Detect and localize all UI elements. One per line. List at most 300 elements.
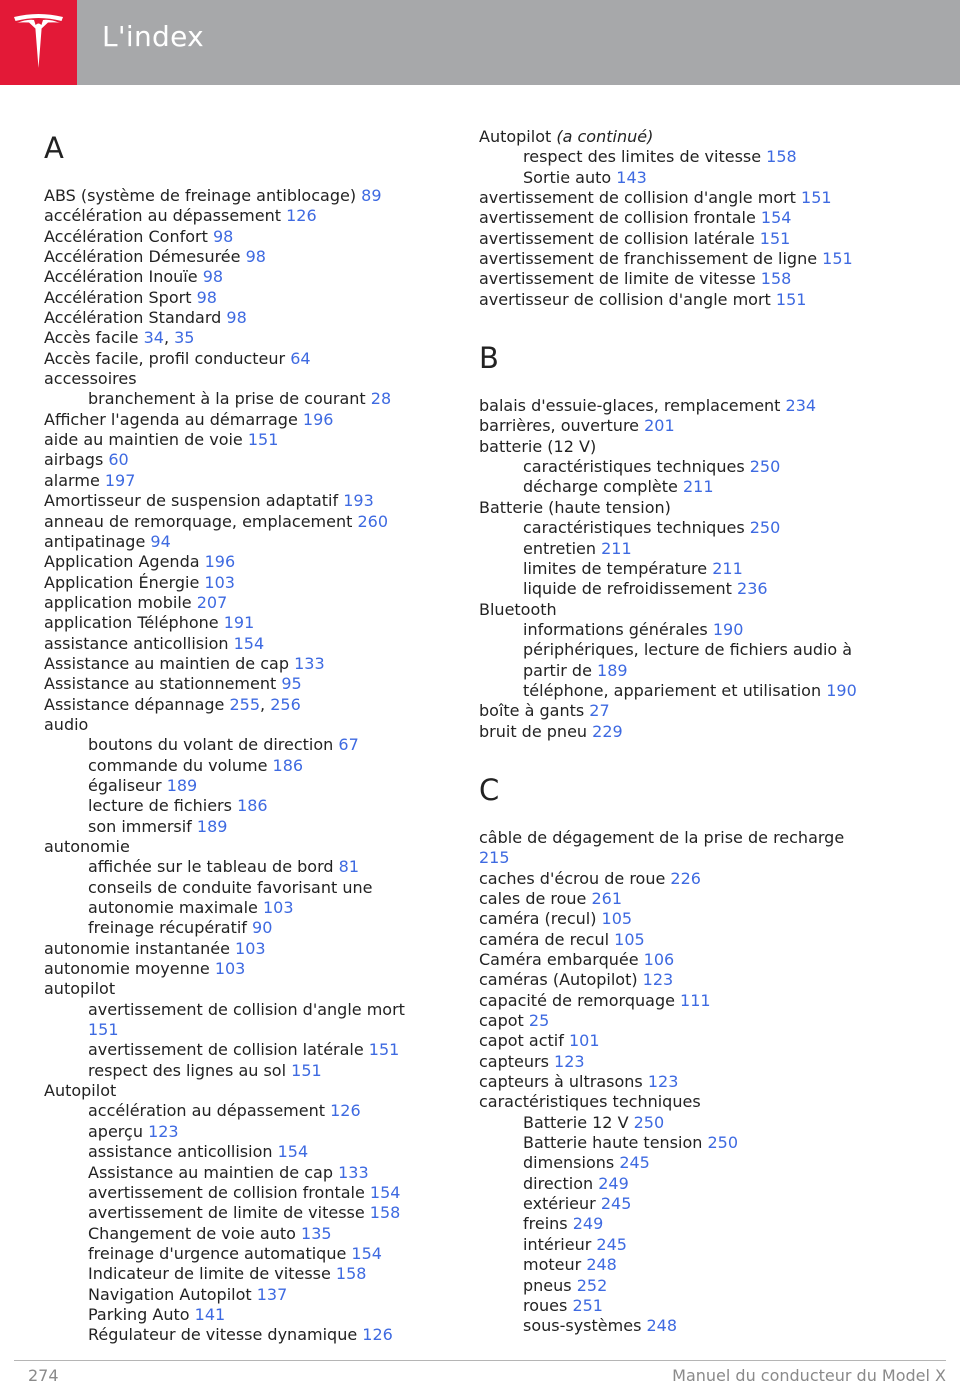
entry-term: Application Agenda	[44, 552, 200, 572]
page-link[interactable]: 245	[600, 1194, 632, 1214]
page-link[interactable]: 154	[277, 1142, 309, 1162]
entry-term: Batterie 12 V	[523, 1112, 629, 1132]
entry-term: assistance anticollision	[88, 1142, 273, 1162]
entry-term: roues	[523, 1295, 568, 1315]
index-subentry	[44, 1061, 444, 1081]
page-link[interactable]: 154	[351, 1243, 382, 1263]
index-entry	[44, 186, 444, 206]
index-entry	[479, 188, 899, 208]
page-link[interactable]: 211	[682, 477, 714, 497]
entry-term: freins	[523, 1214, 568, 1234]
index-subentry	[44, 1122, 444, 1142]
index-subentry	[479, 681, 899, 701]
page-link[interactable]: 103	[235, 938, 266, 958]
page-link[interactable]: 34	[143, 328, 164, 348]
index-entry	[479, 1092, 899, 1112]
brand-logo-box	[0, 0, 77, 85]
index-section-c	[479, 828, 899, 1337]
page-link[interactable]: 248	[586, 1255, 617, 1275]
page-link[interactable]: 154	[233, 633, 265, 653]
index-entry	[44, 206, 444, 226]
index-subentry	[44, 1163, 444, 1183]
index-entry	[44, 512, 444, 532]
page-link[interactable]: 151	[822, 249, 853, 269]
entry-term: accélération au dépassement	[88, 1101, 325, 1121]
entry-term: application mobile	[44, 592, 192, 612]
entry-term: Changement de voie auto	[88, 1223, 296, 1243]
entry-term: décharge complète	[523, 477, 678, 497]
entry-term: freinage d'urgence automatique	[88, 1243, 347, 1263]
index-section-a-continued	[479, 127, 899, 310]
index-subentry	[479, 1113, 899, 1133]
page-link[interactable]: 98	[245, 247, 266, 267]
index-subentry	[44, 1183, 444, 1203]
index-subentry	[44, 898, 444, 918]
entry-term: Application Énergie	[44, 572, 200, 592]
footer-page-number: 274	[28, 1366, 59, 1385]
index-subentry	[479, 1153, 899, 1173]
page-link[interactable]: 25	[528, 1011, 550, 1031]
index-entry	[479, 701, 899, 721]
page-link[interactable]: 190	[712, 619, 744, 639]
index-subentry	[44, 1101, 444, 1121]
page-link[interactable]: 193	[343, 491, 374, 511]
index-entry	[479, 127, 899, 147]
page-link[interactable]: 255	[229, 694, 261, 714]
index-column-left	[44, 127, 444, 1346]
index-column-right	[479, 127, 899, 1337]
entry-term: assistance anticollision	[44, 633, 229, 653]
index-subentry	[479, 1276, 899, 1296]
page-link[interactable]: 196	[302, 409, 334, 429]
entry-term: capteurs	[479, 1051, 549, 1071]
entry-term: Caméra embarquée	[479, 950, 639, 969]
entry-term: branchement à la prise de courant	[88, 389, 366, 409]
entry-term: Accélération Standard	[44, 308, 222, 328]
page-link[interactable]: 126	[362, 1325, 393, 1345]
index-subentry	[479, 477, 899, 497]
page-link[interactable]: 158	[766, 147, 797, 167]
entry-term: capot	[479, 1011, 524, 1031]
page-link[interactable]: 211	[601, 538, 632, 558]
entry-term: extérieur	[523, 1194, 596, 1214]
entry-term: Accélération Inouïe	[44, 267, 198, 287]
index-entry	[479, 290, 899, 310]
entry-term: Accélération Démesurée	[44, 247, 241, 267]
entry-term: freinage récupératif	[88, 918, 247, 938]
page-link[interactable]: 60	[108, 450, 129, 470]
index-subentry	[479, 1296, 899, 1316]
page-link[interactable]: 151	[247, 430, 279, 450]
entry-term: Parking Auto	[88, 1304, 190, 1324]
index-entry	[479, 869, 899, 889]
index-entry	[44, 593, 444, 613]
page-link[interactable]: 250	[749, 518, 781, 538]
page-link[interactable]: 245	[619, 1153, 650, 1173]
page-link[interactable]: 186	[272, 755, 304, 775]
entry-term: caractéristiques techniques	[479, 1092, 701, 1112]
page-link[interactable]: 98	[196, 287, 217, 307]
index-section-a	[44, 186, 444, 1346]
entry-term: autopilot	[44, 979, 116, 999]
index-entry	[44, 491, 444, 511]
index-subentry	[479, 559, 899, 579]
page-link[interactable]: 226	[670, 868, 701, 888]
page-link[interactable]: 229	[592, 721, 623, 741]
entry-term: Bluetooth	[479, 599, 557, 619]
index-subentry	[44, 776, 444, 796]
entry-term: intérieur	[523, 1234, 592, 1254]
page-link[interactable]: 186	[237, 796, 268, 816]
index-subentry	[44, 1224, 444, 1244]
page-link[interactable]: 189	[196, 816, 228, 836]
entry-term: respect des limites de vitesse	[523, 147, 762, 167]
index-entry	[479, 970, 899, 990]
section-letter: C	[479, 772, 500, 807]
index-entry	[479, 950, 899, 970]
page-link[interactable]: 133	[338, 1162, 369, 1182]
page-link[interactable]: 191	[223, 613, 255, 633]
entry-term: lecture de fichiers	[88, 796, 232, 816]
entry-term: respect des lignes au sol	[88, 1060, 287, 1080]
index-entry	[44, 267, 444, 287]
page-link[interactable]: 81	[338, 857, 359, 877]
entry-term: pneus	[523, 1275, 572, 1295]
entry-term: antipatinage	[44, 531, 146, 551]
page-link[interactable]: 106	[643, 950, 675, 969]
page-link[interactable]: 123	[642, 970, 674, 990]
entry-term: Amortisseur de suspension adaptatif	[44, 491, 339, 511]
page-link[interactable]: 123	[148, 1121, 179, 1141]
page-link[interactable]: 201	[644, 416, 675, 436]
page-link[interactable]: 141	[194, 1304, 226, 1324]
index-entry	[479, 1011, 899, 1031]
index-subentry	[479, 640, 899, 660]
page-link[interactable]: 190	[826, 680, 857, 700]
page-link[interactable]: 151	[368, 1040, 400, 1060]
entry-term: moteur	[523, 1255, 582, 1275]
index-entry	[44, 837, 444, 857]
page-link[interactable]: 158	[760, 269, 792, 289]
index-entry	[479, 1031, 899, 1051]
index-entry	[479, 269, 899, 289]
page-link[interactable]: 211	[712, 558, 743, 578]
entry-term: Autopilot	[44, 1081, 117, 1101]
entry-term: ABS (système de freinage antiblocage)	[44, 186, 357, 205]
entry-term: avertissement de collision d'angle mort	[479, 188, 796, 208]
page-link[interactable]: 249	[598, 1173, 629, 1193]
entry-term: autonomie	[44, 837, 130, 856]
entry-term: boutons du volant de direction	[88, 735, 334, 755]
page-link[interactable]: 215	[479, 848, 510, 868]
entry-term: audio	[44, 714, 89, 734]
entry-term: partir de	[523, 660, 592, 680]
page-link[interactable]: 248	[646, 1316, 678, 1336]
index-subentry	[479, 1235, 899, 1255]
entry-term: autonomie instantanée	[44, 938, 230, 958]
page-link[interactable]: 197	[104, 470, 136, 490]
page-link[interactable]: 251	[572, 1295, 603, 1315]
page-link[interactable]: 90	[252, 918, 273, 938]
page-link[interactable]: 111	[680, 990, 711, 1010]
page-link[interactable]: 151	[759, 228, 791, 248]
entry-term: capteurs à ultrasons	[479, 1072, 643, 1092]
page-link[interactable]: 135	[301, 1223, 332, 1243]
page-link[interactable]: 189	[597, 660, 628, 680]
index-subentry	[44, 1142, 444, 1162]
index-entry	[479, 600, 899, 620]
page-link[interactable]: 105	[601, 909, 633, 929]
index-subentry	[479, 620, 899, 640]
section-letter: B	[479, 341, 499, 376]
page-link[interactable]: 196	[204, 552, 236, 572]
entry-term: Accès facile, profil conducteur	[44, 348, 286, 368]
entry-term: caches d'écrou de roue	[479, 868, 666, 888]
entry-term: égaliseur	[88, 775, 162, 795]
entry-term: avertissement de franchissement de ligne	[479, 249, 818, 269]
entry-term: Batterie haute tension	[523, 1133, 703, 1153]
index-entry	[479, 930, 899, 950]
entry-term: Accès facile	[44, 328, 139, 348]
index-entry	[479, 909, 899, 929]
page-link[interactable]: 154	[369, 1182, 401, 1202]
footer-manual-title: Manuel du conducteur du Model X	[672, 1366, 946, 1385]
entry-term: avertissement de collision d'angle mort	[88, 999, 405, 1019]
index-subentry	[44, 817, 444, 837]
index-entry	[44, 979, 444, 999]
index-subentry	[44, 1244, 444, 1264]
entry-term: avertisseur de collision d'angle mort	[479, 289, 771, 309]
entry-term: barrières, ouverture	[479, 416, 640, 436]
entry-term: direction	[523, 1173, 594, 1193]
page-link[interactable]: 98	[212, 226, 234, 246]
entry-term: caractéristiques techniques	[523, 518, 745, 538]
index-entry	[44, 410, 444, 430]
index-entry	[44, 939, 444, 959]
index-entry	[44, 308, 444, 328]
index-subentry	[44, 389, 444, 409]
page-link[interactable]: 95	[281, 674, 302, 694]
page-link[interactable]: 137	[256, 1284, 288, 1304]
index-entry	[44, 349, 444, 369]
page-link[interactable]: 236	[737, 579, 768, 599]
entry-term: capacité de remorquage	[479, 990, 675, 1010]
entry-term: affichée sur le tableau de bord	[88, 857, 334, 877]
index-section-b	[479, 396, 899, 742]
index-subentry	[479, 168, 899, 188]
entry-term: cales de roue	[479, 888, 587, 908]
index-subentry	[44, 1020, 444, 1040]
entry-term: Sortie auto	[523, 167, 612, 187]
entry-term: anneau de remorquage, emplacement	[44, 511, 353, 531]
entry-term: Accélération Confort	[44, 226, 208, 246]
index-subentry	[44, 1285, 444, 1305]
page-link[interactable]: 189	[166, 775, 198, 795]
entry-term: limites de température	[523, 558, 708, 578]
page-link[interactable]: 64	[290, 348, 311, 368]
index-entry	[44, 369, 444, 389]
page-link[interactable]: 261	[591, 888, 623, 908]
entry-term: boîte à gants	[479, 701, 585, 721]
entry-term: avertissement de collision frontale	[88, 1182, 365, 1202]
index-entry	[44, 1081, 444, 1101]
index-subentry	[479, 1174, 899, 1194]
entry-term: autonomie moyenne	[44, 959, 210, 979]
entry-term: bruit de pneu	[479, 721, 588, 741]
entry-term: commande du volume	[88, 755, 268, 775]
section-letter: A	[44, 131, 64, 165]
page-link[interactable]: 133	[294, 653, 325, 673]
page-link[interactable]: 105	[614, 929, 645, 949]
index-entry	[479, 1072, 899, 1092]
entry-term: Batterie (haute tension)	[479, 497, 671, 517]
index-subentry	[44, 857, 444, 877]
index-subentry	[479, 147, 899, 167]
index-subentry	[44, 796, 444, 816]
page-link[interactable]: 123	[647, 1072, 679, 1092]
entry-term: autonomie maximale	[88, 898, 258, 918]
index-entry	[479, 416, 899, 436]
page-link[interactable]: 35	[174, 328, 195, 348]
index-subentry	[44, 1040, 444, 1060]
page-link[interactable]: 126	[286, 206, 317, 226]
page-link[interactable]: 67	[338, 735, 359, 755]
page-link[interactable]: 249	[572, 1214, 604, 1234]
index-entry	[44, 634, 444, 654]
entry-term: caméras (Autopilot)	[479, 970, 638, 990]
entry-term: accélération au dépassement	[44, 206, 281, 226]
index-entry	[44, 654, 444, 674]
page-link[interactable]: 123	[554, 1051, 585, 1071]
page-link[interactable]: 126	[330, 1101, 361, 1121]
entry-term: Autopilot	[479, 127, 552, 146]
page-link[interactable]: 101	[568, 1031, 600, 1051]
entry-term: Assistance dépannage	[44, 694, 225, 714]
page-link[interactable]: 245	[596, 1234, 627, 1254]
entry-term: caméra (recul)	[479, 909, 597, 929]
entry-term: Assistance au maintien de cap	[88, 1162, 333, 1182]
page-link[interactable]: 94	[150, 531, 171, 551]
entry-note: (a continué)	[556, 127, 654, 146]
index-entry	[44, 552, 444, 572]
page-link[interactable]: 98	[226, 308, 247, 328]
page-link[interactable]: 151	[775, 289, 807, 309]
index-entry	[44, 471, 444, 491]
index-subentry	[44, 1325, 444, 1345]
entry-term: téléphone, appariement et utilisation	[523, 680, 822, 700]
index-subentry	[44, 878, 444, 898]
entry-term: airbags	[44, 450, 104, 470]
index-subentry	[479, 457, 899, 477]
page-link[interactable]: 250	[707, 1133, 739, 1153]
index-entry	[479, 848, 899, 868]
page-link[interactable]: 98	[202, 267, 224, 287]
page-link[interactable]: 151	[801, 188, 832, 208]
entry-term: sous-systèmes	[523, 1316, 642, 1336]
page-link[interactable]: 151	[291, 1060, 322, 1080]
index-entry	[479, 1052, 899, 1072]
entry-term: avertissement de limite de vitesse	[479, 269, 756, 289]
entry-term: capot actif	[479, 1031, 564, 1051]
index-subentry	[479, 1214, 899, 1234]
index-subentry	[44, 918, 444, 938]
entry-term: caractéristiques techniques	[523, 457, 745, 477]
entry-term: Régulateur de vitesse dynamique	[88, 1325, 358, 1345]
index-subentry	[479, 661, 899, 681]
entry-term: avertissement de collision frontale	[479, 208, 756, 228]
index-entry	[44, 227, 444, 247]
page-title: L'index	[102, 20, 205, 53]
index-entry	[479, 828, 899, 848]
page-link[interactable]: 103	[204, 572, 235, 592]
page-link[interactable]: 89	[361, 186, 382, 205]
page-link[interactable]: 103	[214, 959, 246, 979]
footer-divider	[14, 1360, 946, 1361]
index-entry	[479, 498, 899, 518]
index-entry	[44, 959, 444, 979]
index-subentry	[44, 756, 444, 776]
entry-term: conseils de conduite favorisant une	[88, 877, 373, 897]
entry-term: câble de dégagement de la prise de recharge	[479, 827, 845, 847]
entry-term: avertissement de limite de vitesse	[88, 1203, 365, 1223]
index-subentry	[479, 1316, 899, 1336]
entry-term: périphériques, lecture de fichiers audio à	[523, 640, 853, 660]
entry-term: avertissement de collision latérale	[88, 1040, 364, 1060]
page-link[interactable]: 256	[270, 694, 301, 714]
index-subentry	[479, 1133, 899, 1153]
index-subentry	[44, 1305, 444, 1325]
tesla-logo-icon	[11, 12, 66, 72]
index-entry	[44, 247, 444, 267]
index-entry	[44, 573, 444, 593]
index-entry	[479, 991, 899, 1011]
page-link[interactable]: 151	[88, 1020, 119, 1040]
index-subentry	[44, 1203, 444, 1223]
index-entry	[479, 889, 899, 909]
entry-term: aperçu	[88, 1121, 143, 1141]
index-entry: Accès facile 34, 35	[44, 328, 195, 348]
page-link[interactable]: 250	[633, 1112, 665, 1132]
index-entry	[479, 722, 899, 742]
page-link[interactable]: 154	[760, 208, 792, 228]
page-link[interactable]: 260	[357, 511, 389, 531]
index-entry	[479, 229, 899, 249]
entry-term: son immersif	[88, 816, 192, 836]
page-link[interactable]: 234	[785, 396, 817, 416]
entry-term: Afficher l'agenda au démarrage	[44, 409, 298, 429]
entry-term: application Téléphone	[44, 613, 219, 633]
index-entry	[44, 430, 444, 450]
entry-term: entretien	[523, 538, 597, 558]
index-entry	[44, 450, 444, 470]
page-link[interactable]: 250	[749, 457, 781, 477]
page-link[interactable]: 28	[370, 389, 392, 409]
page-link[interactable]: 103	[262, 898, 294, 918]
index-subentry	[479, 539, 899, 559]
entry-term: caméra de recul	[479, 929, 610, 949]
entry-term: informations générales	[523, 619, 708, 639]
page-link[interactable]: 207	[196, 592, 228, 612]
page-link[interactable]: 252	[576, 1275, 608, 1295]
index-subentry	[479, 1194, 899, 1214]
entry-term: balais d'essuie-glaces, remplacement	[479, 396, 781, 416]
page-link[interactable]: 143	[616, 167, 647, 187]
index-subentry	[44, 1000, 444, 1020]
page-link[interactable]: 158	[335, 1264, 367, 1284]
page-link[interactable]: 27	[589, 701, 610, 721]
entry-term: Indicateur de limite de vitesse	[88, 1264, 331, 1284]
page-link[interactable]: 158	[369, 1203, 401, 1223]
